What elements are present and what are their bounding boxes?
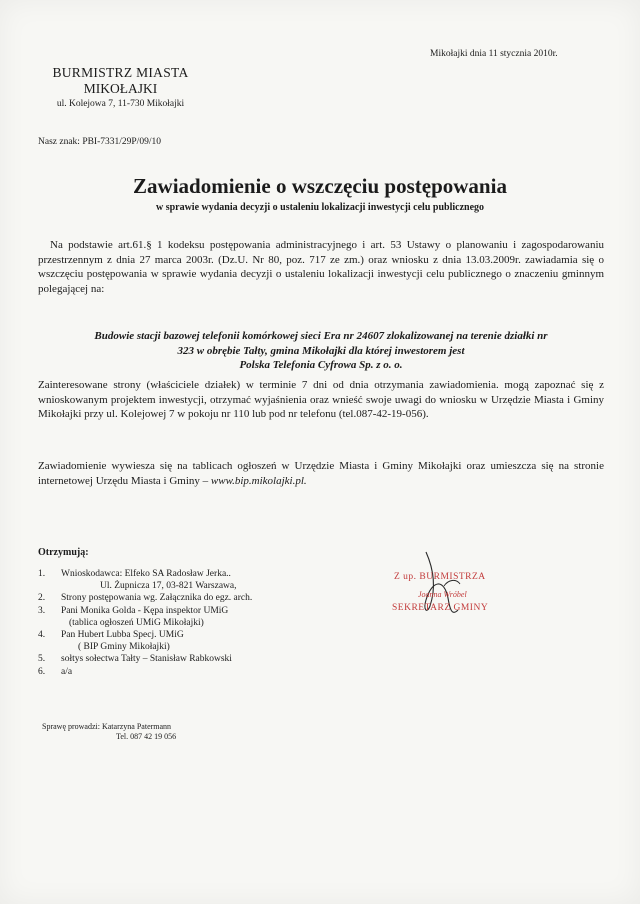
list-text: Ul. Żupnicza 17, 03-821 Warszawa, [100, 581, 237, 592]
issuer-block [38, 65, 203, 111]
date-line: Mikołajki dnia 11 stycznia 2010r. [430, 49, 558, 59]
investment-line-2: 323 w obrębie Tałty, gmina Mikołajki dla której inwestorem jest [177, 344, 465, 357]
list-text: (tablica ogłoszeń UMiG Mikołajki) [69, 617, 204, 628]
bip-link[interactable]: www.bip.mikolajki.pl. [210, 474, 307, 487]
notice-title: Zawiadomienie o wszczęciu postępowania [133, 174, 507, 198]
list-text: sołtys sołectwa Tałty – Stanisław Rabkowski [61, 654, 232, 665]
list-number: 2. [38, 593, 46, 604]
list-item [38, 580, 368, 592]
list-item [38, 641, 368, 653]
signature-icon [386, 540, 526, 630]
footer-contact [42, 722, 176, 742]
list-item [38, 653, 368, 665]
list-text: a/a [61, 666, 73, 677]
list-item [38, 617, 368, 629]
list-item [38, 592, 368, 604]
parties-paragraph: Zainteresowane strony (właściciele działek) w terminie 7 dni od dnia otrzymania zawiadomienia. mogą zapoznać się z wnioskowanym projektem inwestycji, otrzymać wyjaśnienia oraz wnieść swoje uwagi do wniosku w Urzędzie Miasta i Gminy Mikołajki przy ul. Kolejowej 7 w pokoju nr 110 lub pod nr telefonu (tel.087-42-19-056). [38, 379, 604, 421]
list-text: Wnioskodawca: Elfeko SA Radosław Jerka.. [61, 569, 231, 579]
publication-text: Zawiadomienie wywiesza się na tablicach ogłoszeń w Urzędzie Miasta i Gminy Mikołajki oraz umieszcza się na stronie internetowej Urzędu Miasta i Gminy – [38, 460, 604, 487]
investment-description [38, 329, 604, 373]
stamp-line-1: Z up. BURMISTRZA [394, 572, 486, 582]
stamp-line-2: Joanna Wróbel [418, 590, 467, 599]
list-item [38, 629, 368, 641]
notice-subtitle: w sprawie wydania decyzji o ustaleniu lokalizacji inwestycji celu publicznego [155, 202, 485, 213]
list-text: Pani Monika Golda - Kępa inspektor UMiG [61, 605, 229, 616]
list-item [38, 605, 368, 617]
list-text: Strony postępowania wg. Załącznika do egz. arch. [61, 593, 253, 604]
stamp-line-3: SEKRETARZ GMINY [392, 603, 489, 613]
issuer-title: BURMISTRZ MIASTA [52, 65, 189, 80]
list-item [38, 568, 368, 580]
issuer-city: MIKOŁAJKI [83, 81, 158, 97]
recipients-list [38, 568, 368, 678]
list-item [38, 666, 368, 678]
recipients-heading: Otrzymują: [38, 547, 89, 558]
reference-number: Nasz znak: PBI-7331/29P/09/10 [38, 137, 161, 147]
list-number: 1. [38, 569, 46, 579]
contact-phone: Tel. 087 42 19 056 [116, 732, 177, 741]
list-text: ( BIP Gminy Mikołajki) [78, 642, 170, 653]
prepared-by: Sprawę prowadzi: Katarzyna Patermann [42, 722, 172, 731]
publication-paragraph [38, 459, 604, 488]
list-text: Pan Hubert Lubba Specj. UMiG [61, 630, 184, 641]
list-number: 4. [38, 630, 46, 641]
issuer-address: ul. Kolejowa 7, 11-730 Mikołajki [56, 99, 185, 110]
official-stamp [386, 540, 526, 630]
list-number: 3. [38, 605, 46, 616]
list-number: 5. [38, 654, 46, 665]
legal-basis-paragraph: Na podstawie art.61.§ 1 kodeksu postępowania administracyjnego i art. 53 Ustawy o planowaniu i zagospodarowaniu przestrzennym z dnia 27 marca 2003r. (Dz.U. Nr 80, poz. 717 ze zm.) oraz wniosku z dnia 13.03.2009r. zawiadamia się o wszczęciu postępowania w sprawie wydania decyzji o ustaleniu lokalizacji inwestycji celu publicznego o znaczeniu gminnym polegającej na: [38, 239, 604, 295]
list-number: 6. [38, 666, 46, 677]
investment-line-1: Budowie stacji bazowej telefonii komórkowej sieci Era nr 24607 zlokalizowanej na terenie działki nr [94, 330, 548, 342]
investment-line-3: Polska Telefonia Cyfrowa Sp. z o. o. [239, 359, 403, 372]
